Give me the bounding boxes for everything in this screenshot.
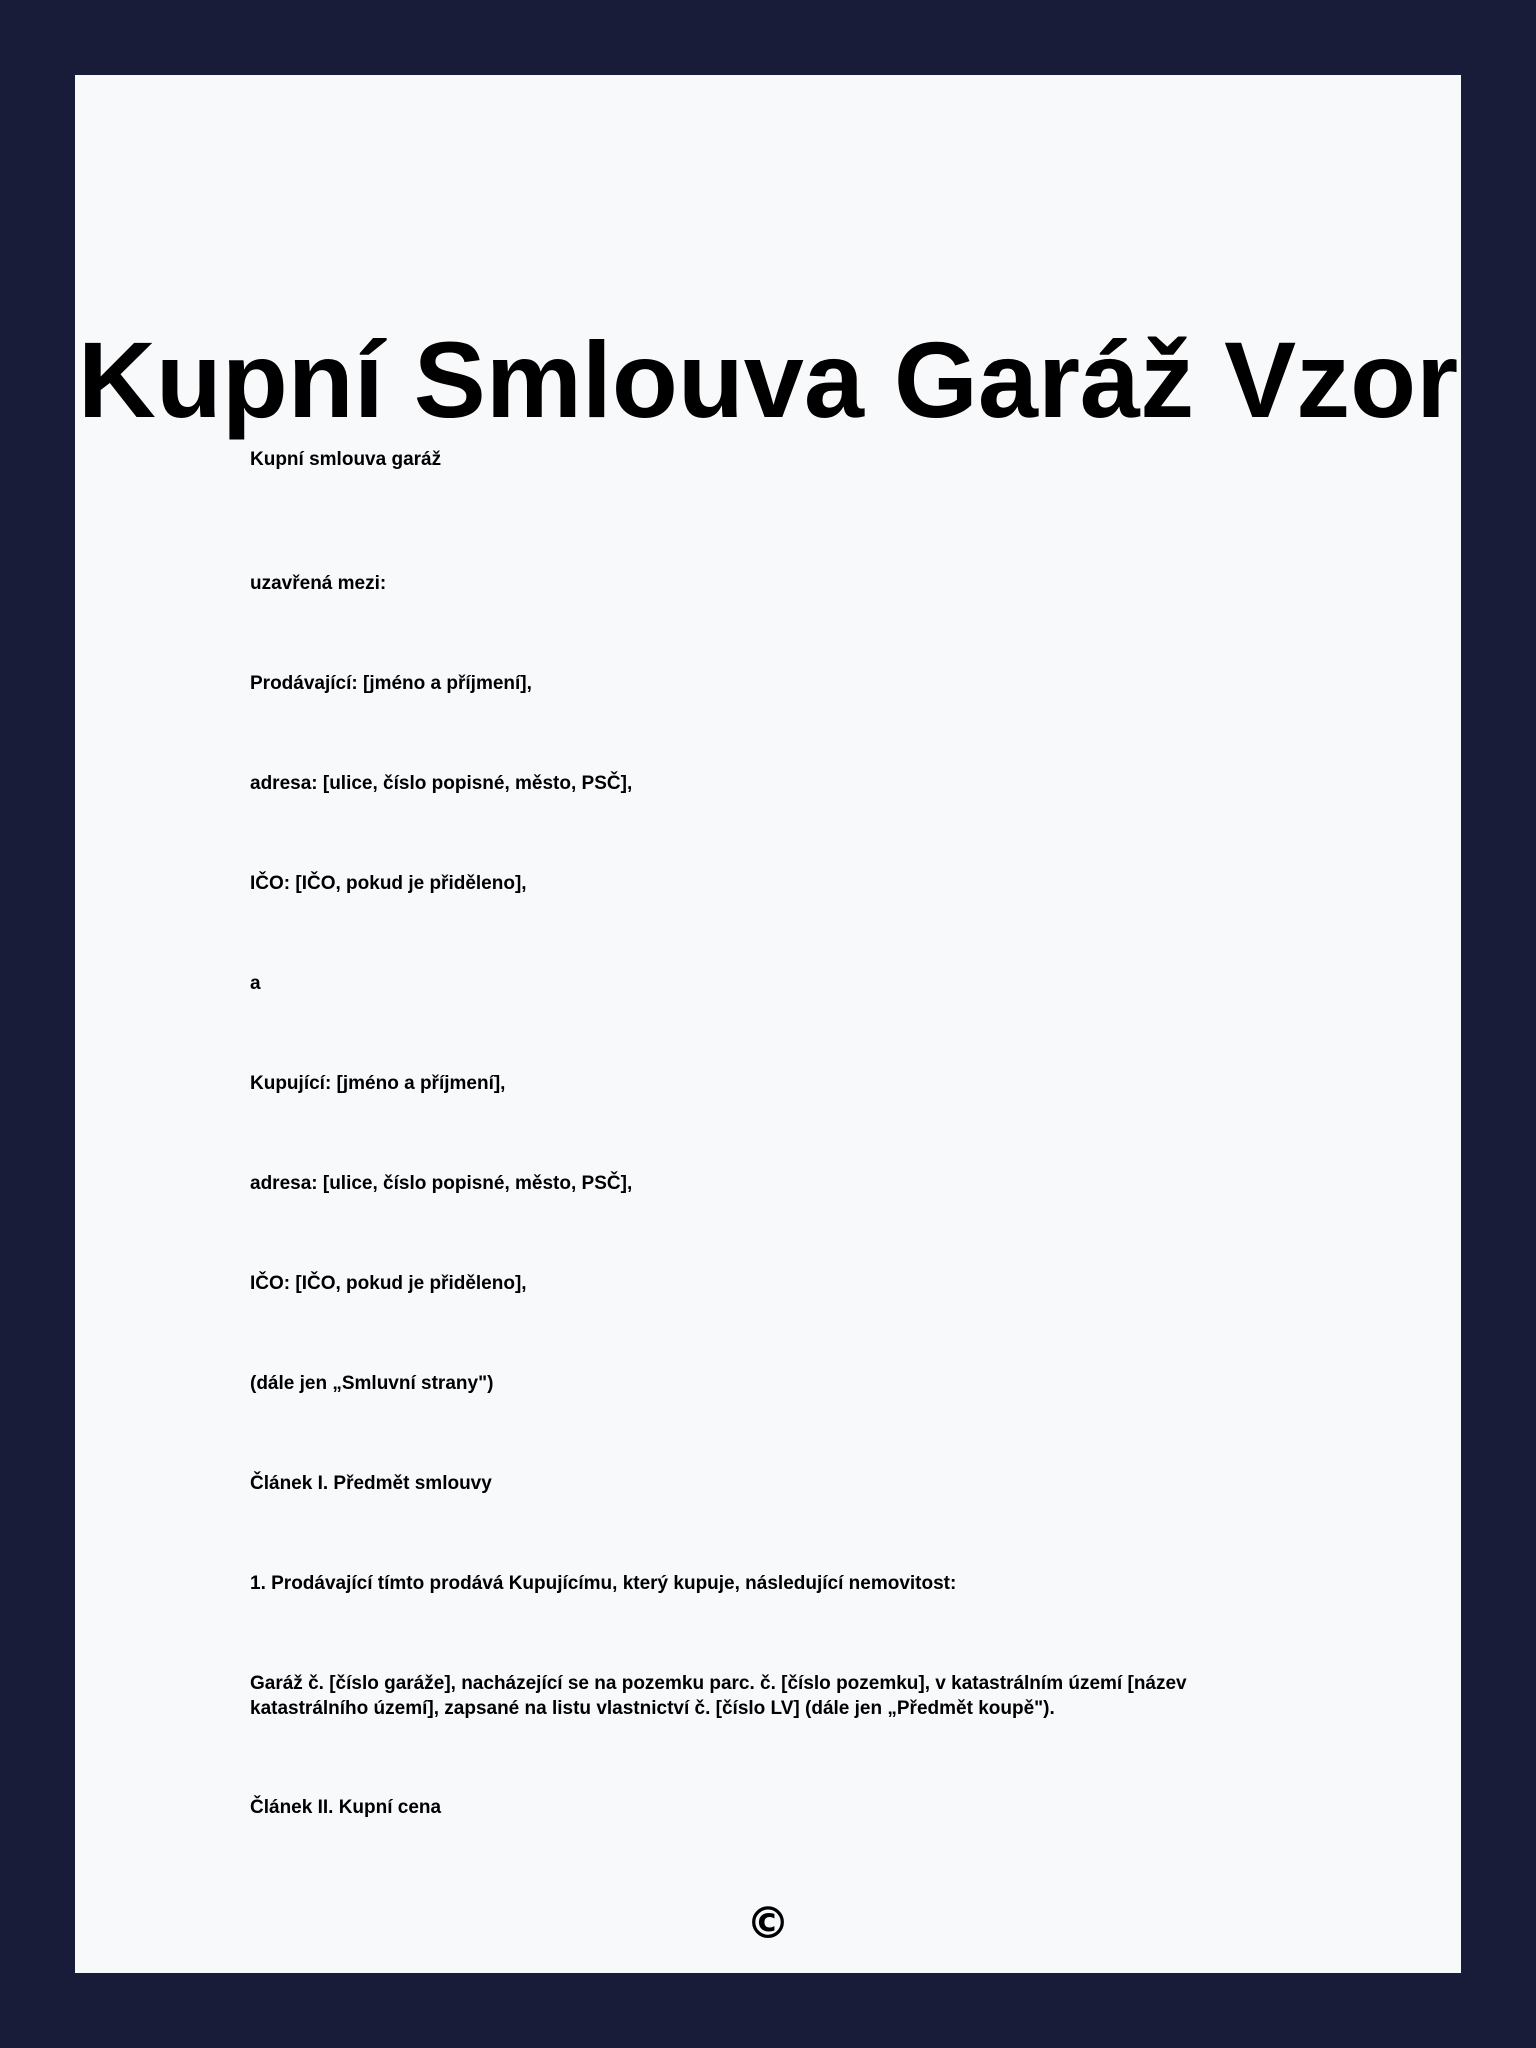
paragraph-parties-intro: uzavřená mezi: <box>250 573 387 594</box>
copyright-icon: © <box>746 1898 790 1949</box>
paragraph-buyer-ico: IČO: [IČO, pokud je přiděleno], <box>250 1273 527 1294</box>
article-1-clause-1: 1. Prodávající tímto prodává Kupujícímu, který kupuje, následující nemovitost: <box>250 1573 957 1594</box>
paragraph-seller: Prodávající: [jméno a příjmení], <box>250 673 532 694</box>
paragraph-seller-ico: IČO: [IČO, pokud je přiděleno], <box>250 873 527 894</box>
document-page <box>75 75 1461 1973</box>
paragraph-parties-definition: (dále jen „Smluvní strany") <box>250 1373 494 1394</box>
article-1-property-description: Garáž č. [číslo garáže], nacházející se na pozemku parc. č. [číslo pozemku], v katastrálním území [název katastrálního území], zapsané na listu vlastnictví č. [číslo LV] (dále jen „Předmět koupě"). <box>250 1673 1187 1719</box>
article-1-heading: Článek I. Předmět smlouvy <box>250 1473 492 1494</box>
paragraph-buyer-address: adresa: [ulice, číslo popisné, město, PSČ], <box>250 1173 633 1194</box>
paragraph-and: a <box>250 973 261 994</box>
paragraph-seller-address: adresa: [ulice, číslo popisné, město, PSČ], <box>250 773 633 794</box>
paragraph-buyer: Kupující: [jméno a příjmení], <box>250 1073 506 1094</box>
document-title: Kupní Smlouva Garáž Vzor <box>77 319 1459 440</box>
paragraph-heading: Kupní smlouva garáž <box>250 449 442 470</box>
article-2-heading: Článek II. Kupní cena <box>250 1797 442 1818</box>
